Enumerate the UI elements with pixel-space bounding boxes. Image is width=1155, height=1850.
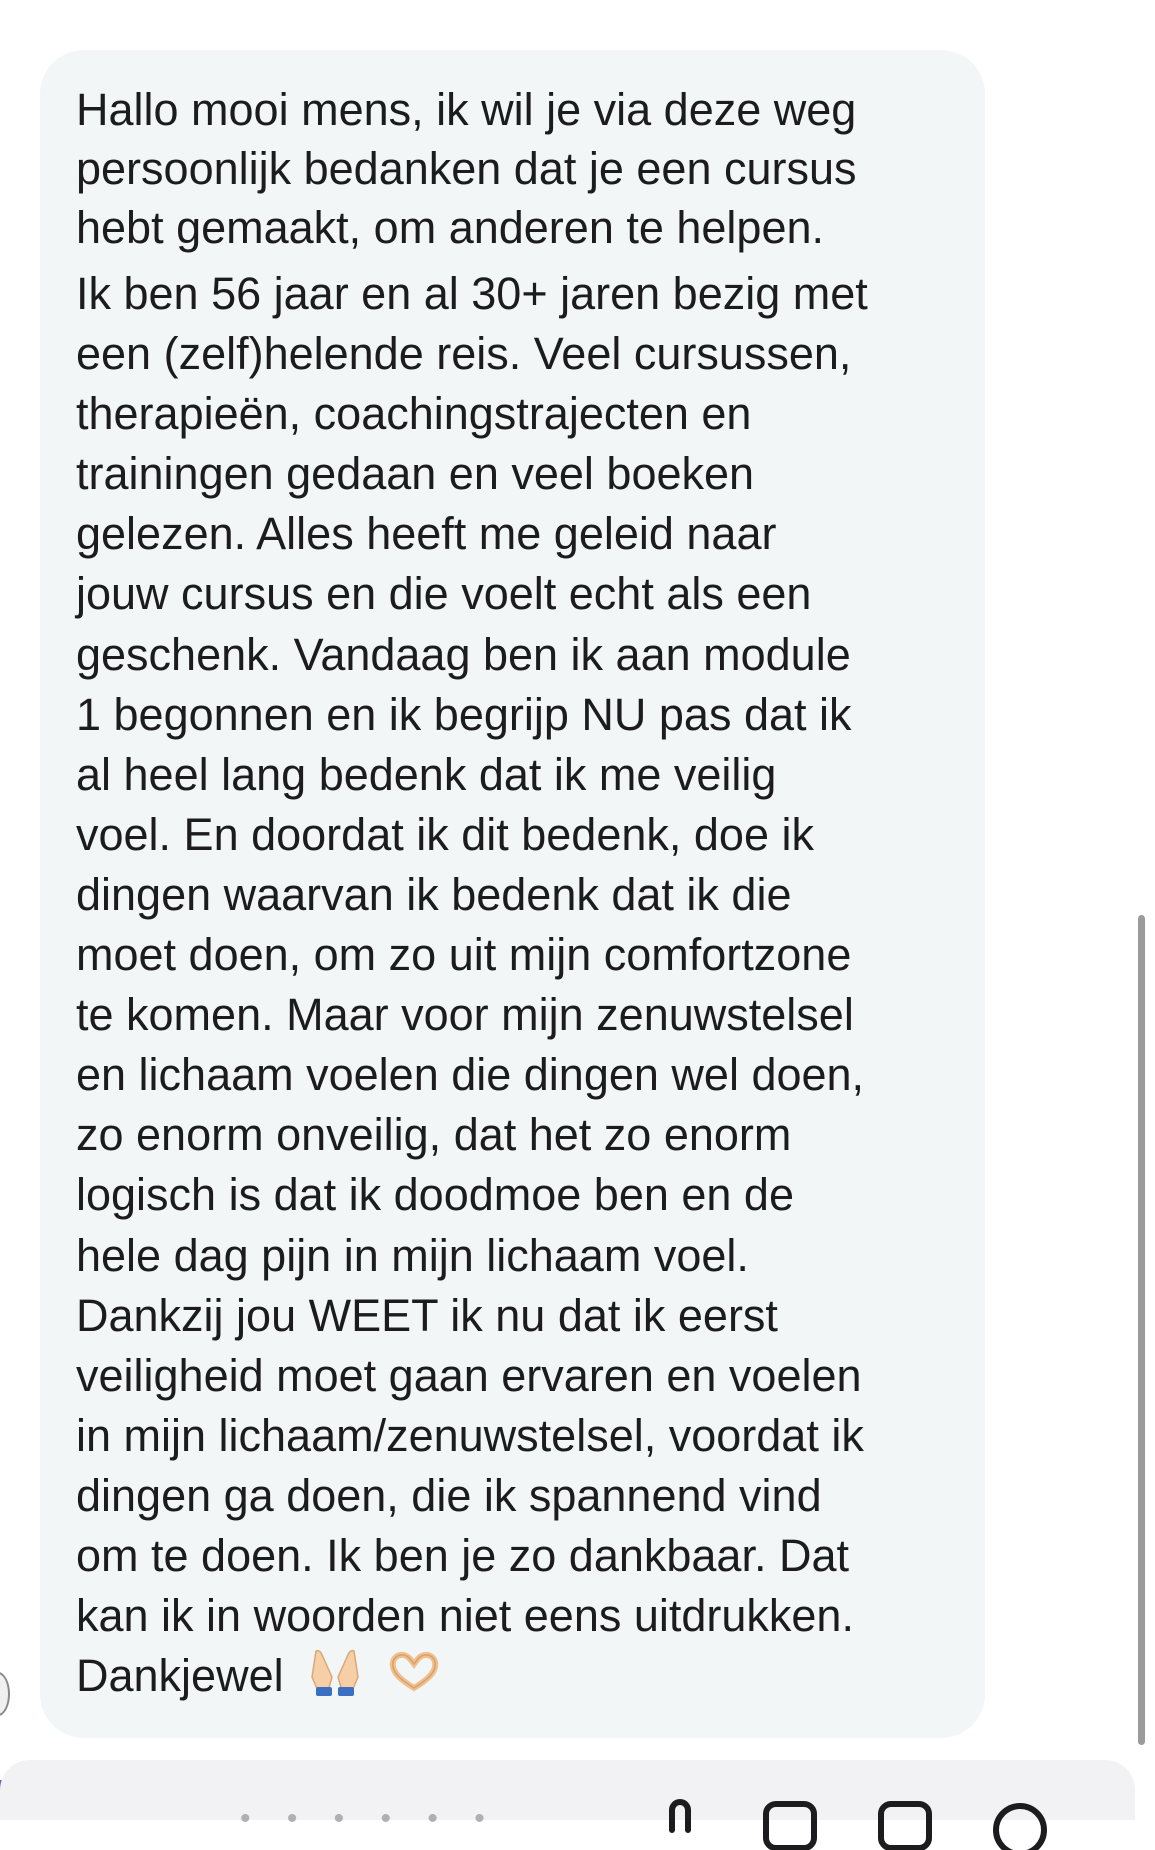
praying-hands-emoji	[308, 1647, 362, 1712]
message-line: dingen waarvan ik bedenk dat ik die	[76, 868, 792, 920]
message-line: hebt gemaakt, om anderen te helpen.	[76, 202, 825, 253]
message-line: Hallo mooi mens, ik wil je via deze weg	[76, 84, 857, 135]
message-line: dingen ga doen, die ik spannend vind	[76, 1469, 822, 1521]
message-line: logisch is dat ik doodmoe ben en de	[76, 1169, 794, 1221]
message-line: te komen. Maar voor mijn zenuwstelsel	[76, 989, 854, 1041]
message-line: al heel lang bedenk dat ik me veilig	[76, 748, 777, 800]
microphone-icon[interactable]	[650, 1790, 710, 1850]
message-line: moet doen, om zo uit mijn comfortzone	[76, 929, 852, 981]
message-line: zo enorm onveilig, dat het zo enorm	[76, 1109, 792, 1161]
heart-hands-emoji	[387, 1649, 441, 1709]
photo-icon[interactable]	[760, 1790, 820, 1850]
message-line: kan ik in woorden niet eens uitdrukken.	[76, 1590, 854, 1642]
message-line: persoonlijk bedanken dat je een cursus	[76, 143, 857, 194]
message-line: en lichaam voelen die dingen wel doen,	[76, 1049, 865, 1101]
message-line: voel. En doordat ik dit bedenk, doe ik	[76, 808, 814, 860]
message-line: trainingen gedaan en veel boeken	[76, 448, 755, 500]
sticker-icon[interactable]	[875, 1790, 935, 1850]
message-line: Dankzij jou WEET ik nu dat ik eerst	[76, 1289, 778, 1341]
composer-bar	[0, 1760, 1135, 1835]
message-line: jouw cursus en die voelt echt als een	[76, 568, 812, 620]
message-line: geschenk. Vandaag ben ik aan module	[76, 628, 851, 680]
message-line: in mijn lichaam/zenuwstelsel, voordat ik	[76, 1409, 864, 1461]
sender-avatar[interactable]	[0, 1672, 10, 1716]
message-line: therapieën, coachingstrajecten en	[76, 388, 752, 440]
sign-off-line	[76, 1646, 868, 1712]
message-line: 1 begonnen en ik begrijp NU pas dat ik	[76, 688, 852, 740]
message-paragraph-2	[76, 264, 868, 1712]
message-line: om te doen. Ik ben je zo dankbaar. Dat	[76, 1529, 849, 1581]
message-line: veiligheid moet gaan ervaren en voelen	[76, 1349, 862, 1401]
message-paragraph-1	[76, 80, 857, 257]
composer-placeholder-glyphs: • • • • • •	[240, 1802, 499, 1835]
message-line: gelezen. Alles heeft me geleid naar	[76, 508, 777, 560]
add-icon[interactable]	[990, 1790, 1050, 1850]
message-line: hele dag pijn in mijn lichaam voel.	[76, 1229, 749, 1281]
message-line: een (zelf)helende reis. Veel cursussen,	[76, 328, 852, 380]
sign-off-text: Dankjewel	[76, 1650, 284, 1702]
message-line: Ik ben 56 jaar en al 30+ jaren bezig met	[76, 268, 868, 319]
scrollbar[interactable]	[1138, 915, 1145, 1745]
received-message-bubble[interactable]	[40, 50, 985, 1738]
